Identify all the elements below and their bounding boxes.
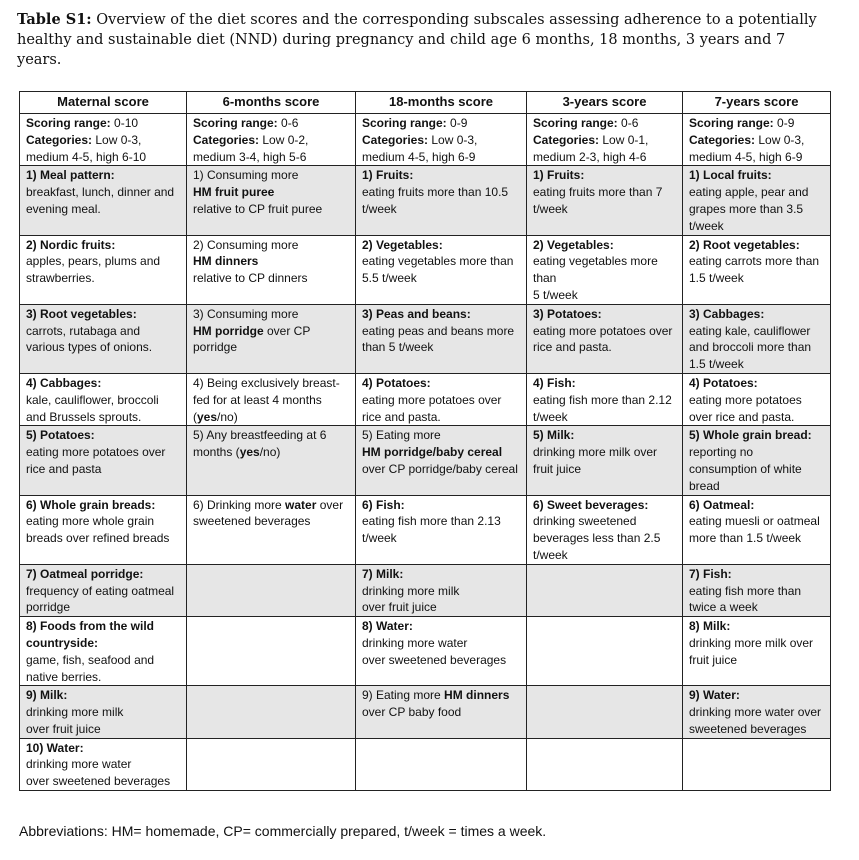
diet-scores-table — [19, 91, 831, 791]
subscale-description: eating fruits more than 7 t/week — [533, 185, 663, 216]
categories-value: Low 0-3, medium 4-5, high 6-10 — [26, 132, 147, 164]
subscale-row-8 — [20, 617, 831, 686]
subscale-cell — [20, 166, 187, 235]
subscale-cell — [527, 166, 683, 235]
subscale-title: 2) Consuming more — [193, 237, 299, 252]
subscale-title: 2) Root vegetables: — [689, 237, 800, 252]
subscale-cell — [187, 495, 356, 564]
subscale-cell — [683, 686, 831, 738]
subscale-title: 1) Consuming more — [193, 168, 299, 183]
subscale-description: eating fruits more than 10.5 t/week — [362, 185, 509, 216]
subscale-row-2 — [20, 235, 831, 304]
header-7-years-score: 7-years score — [683, 92, 831, 114]
subscale-title: 3) Peas and beans: — [362, 306, 471, 321]
subscale-description: frequency of eating oatmeal porridge — [26, 583, 175, 615]
subscale-description: eating vegetables more than — [533, 254, 658, 286]
subscale-cell — [356, 373, 527, 425]
subscale-cell — [20, 495, 187, 564]
subscale-row-10 — [20, 738, 831, 790]
range-label: Scoring range: — [26, 116, 111, 130]
subscale-cell — [527, 304, 683, 373]
subscale-title: 3) Cabbages: — [689, 306, 765, 321]
subscale-cell — [683, 617, 831, 686]
subscale-description: eating more potatoes over rice and pasta. — [689, 392, 802, 424]
subscale-cell — [356, 686, 527, 738]
subscale-description: eating fish more than 2.13 t/week — [362, 514, 501, 546]
subscale-description: drinking sweetened beverages less than 2.5 t/week — [533, 514, 661, 562]
subscale-emphasis: HM porridge — [193, 323, 264, 338]
subscale-description: carrots, rutabaga and various types of onions. — [26, 323, 153, 355]
categories-label: Categories: — [533, 132, 600, 147]
subscale-cell — [20, 426, 187, 495]
subscale-description: drinking more milk — [362, 583, 460, 598]
empty-cell — [527, 738, 683, 790]
subscale-description: eating more potatoes over rice and pasta. — [362, 392, 502, 424]
subscale-row-9 — [20, 686, 831, 738]
subscale-row-3 — [20, 304, 831, 373]
subscale-row-4 — [20, 373, 831, 425]
subscale-title: 7) Oatmeal porridge: — [26, 566, 144, 581]
subscale-emphasis: HM dinners — [193, 254, 259, 269]
subscale-title: 1) Fruits: — [533, 168, 585, 183]
subscale-title: 6) Drinking more — [193, 497, 286, 512]
empty-cell — [356, 738, 527, 790]
subscale-title: 4) Potatoes: — [362, 375, 431, 390]
range-value: 0-6 — [277, 116, 299, 130]
subscale-cell — [187, 166, 356, 235]
subscale-title: 9) Water: — [689, 688, 740, 703]
subscale-description: eating fish more than 2.12 t/week — [533, 392, 672, 424]
subscale-title: 6) Fish: — [362, 497, 405, 512]
subscale-title: 5) Eating more — [362, 428, 441, 443]
subscale-description: drinking more water — [362, 635, 468, 650]
subscale-description: /no) — [217, 409, 238, 424]
subscale-description: relative to CP dinners — [193, 271, 308, 286]
subscale-cell — [527, 235, 683, 304]
subscale-cell — [356, 304, 527, 373]
empty-cell — [527, 686, 683, 738]
subscale-cell — [527, 495, 683, 564]
empty-cell — [683, 738, 831, 790]
categories-value: Low 0-2, medium 3-4, high 5-6 — [193, 132, 309, 164]
subscale-description: over sweetened beverages — [193, 497, 344, 529]
header-row — [20, 92, 831, 114]
range-value: 0-9 — [773, 116, 795, 130]
subscale-cell — [356, 235, 527, 304]
range-cell-6-months — [187, 114, 356, 166]
range-label: Scoring range: — [362, 116, 447, 130]
subscale-cell — [683, 564, 831, 616]
empty-cell — [187, 564, 356, 616]
subscale-title: 8) Foods from the wild countryside: — [26, 619, 154, 650]
subscale-title: 10) Water: — [26, 740, 84, 755]
categories-label: Categories: — [689, 132, 756, 147]
subscale-description: 5.5 t/week — [362, 271, 417, 286]
subscale-description: breakfast, lunch, dinner and evening meal. — [26, 185, 175, 216]
subscale-title: 2) Vegetables: — [362, 237, 443, 252]
subscale-cell — [20, 373, 187, 425]
header-maternal-score: Maternal score — [20, 92, 187, 114]
subscale-title: 8) Milk: — [689, 619, 731, 634]
subscale-description: 5 t/week — [533, 287, 578, 302]
subscale-title: 2) Nordic fruits: — [26, 237, 116, 252]
range-value: 0-10 — [110, 116, 139, 130]
subscale-description: eating kale, cauliflower and broccoli more than 1.5 t/week — [689, 323, 812, 372]
subscale-title: 1) Local fruits: — [689, 168, 772, 183]
subscale-emphasis: yes — [239, 445, 260, 460]
subscale-cell — [683, 373, 831, 425]
subscale-cell — [187, 235, 356, 304]
empty-cell — [187, 686, 356, 738]
table-caption — [17, 10, 817, 70]
subscale-cell — [187, 373, 356, 425]
subscale-cell — [20, 304, 187, 373]
subscale-cell — [356, 166, 527, 235]
subscale-cell — [683, 166, 831, 235]
subscale-cell — [356, 426, 527, 495]
subscale-title: 5) Whole grain bread: — [689, 428, 812, 443]
subscale-description: eating muesli or oatmeal more than 1.5 t/week — [689, 514, 820, 546]
range-value: 0-6 — [617, 116, 639, 130]
subscale-title: 3) Root vegetables: — [26, 306, 137, 321]
categories-value: Low 0-3, medium 4-5, high 6-9 — [689, 132, 805, 164]
categories-value: Low 0-3, medium 4-5, high 6-9 — [362, 132, 478, 164]
subscale-cell — [527, 426, 683, 495]
subscale-title: 6) Oatmeal: — [689, 497, 755, 512]
subscale-description: game, fish, seafood and native berries. — [26, 652, 155, 684]
subscale-cell — [20, 564, 187, 616]
subscale-title: 6) Sweet beverages: — [533, 497, 649, 512]
caption-label: Table S1: — [17, 11, 92, 28]
subscale-row-6 — [20, 495, 831, 564]
categories-label: Categories: — [193, 132, 260, 147]
subscale-title: 5) Milk: — [533, 428, 575, 443]
subscale-emphasis: water — [285, 497, 317, 512]
subscale-emphasis: HM dinners — [444, 688, 510, 703]
range-cell-18-months — [356, 114, 527, 166]
subscale-title: 3) Potatoes: — [533, 306, 602, 321]
subscale-cell — [20, 235, 187, 304]
subscale-description: eating vegetables more than — [362, 254, 514, 269]
header-18-months-score: 18-months score — [356, 92, 527, 114]
subscale-description: /no) — [259, 445, 281, 460]
header-3-years-score: 3-years score — [527, 92, 683, 114]
subscale-description: over fruit juice — [26, 721, 101, 736]
subscale-title: 4) Potatoes: — [689, 375, 758, 390]
subscale-description: eating fish more than twice a week — [689, 583, 802, 615]
subscale-description: drinking more milk over fruit juice — [689, 635, 814, 667]
subscale-description: drinking more water — [26, 757, 132, 772]
subscale-row-1 — [20, 166, 831, 235]
empty-cell — [527, 564, 683, 616]
subscale-title: 4) Being exclusively breast-fed for at least 4 months ( — [193, 375, 340, 424]
subscale-description: kale, cauliflower, broccoli and Brussels sprouts. — [26, 392, 159, 424]
subscale-description: over sweetened beverages — [362, 652, 507, 667]
subscale-description: over CP porridge/baby cereal — [362, 461, 518, 476]
subscale-description: drinking more milk — [26, 705, 124, 720]
range-cell-7-years — [683, 114, 831, 166]
header-6-months-score: 6-months score — [187, 92, 356, 114]
subscale-title: 1) Meal pattern: — [26, 168, 115, 183]
subscale-row-5 — [20, 426, 831, 495]
subscale-cell — [683, 235, 831, 304]
categories-label: Categories: — [362, 132, 429, 147]
subscale-description: eating peas and beans more than 5 t/week — [362, 323, 515, 355]
subscale-description: eating more whole grain breads over refined breads — [26, 514, 170, 546]
subscale-description: apples, pears, plums and strawberries. — [26, 254, 161, 286]
range-label: Scoring range: — [533, 116, 618, 130]
subscale-title: 9) Eating more — [362, 688, 445, 703]
subscale-title: 3) Consuming more — [193, 306, 299, 321]
range-cell-3-years — [527, 114, 683, 166]
range-label: Scoring range: — [193, 116, 278, 130]
subscale-title: 5) Any breastfeeding at 6 months ( — [193, 428, 327, 460]
subscale-description: eating carrots more than 1.5 t/week — [689, 254, 820, 286]
subscale-cell — [356, 495, 527, 564]
subscale-title: 7) Fish: — [689, 566, 732, 581]
subscale-cell — [187, 304, 356, 373]
subscale-emphasis: yes — [197, 409, 218, 424]
scoring-range-row — [20, 114, 831, 166]
categories-value: Low 0-1, medium 2-3, high 4-6 — [533, 132, 649, 164]
subscale-title: 7) Milk: — [362, 566, 404, 581]
subscale-description: drinking more milk over fruit juice — [533, 445, 658, 476]
subscale-cell — [20, 686, 187, 738]
subscale-description: eating more potatoes over rice and pasta — [26, 445, 166, 476]
subscale-title: 6) Whole grain breads: — [26, 497, 156, 512]
subscale-title: 9) Milk: — [26, 688, 68, 703]
subscale-description: eating more potatoes over rice and pasta. — [533, 323, 673, 355]
subscale-cell — [20, 738, 187, 790]
subscale-cell — [683, 304, 831, 373]
subscale-description: drinking more water over sweetened beverages — [689, 705, 822, 736]
subscale-description: eating apple, pear and grapes more than 3.5 t/week — [689, 185, 809, 233]
subscale-description: reporting no consumption of white bread — [689, 445, 802, 493]
subscale-cell — [356, 564, 527, 616]
subscale-emphasis: HM fruit puree — [193, 185, 275, 200]
subscale-cell — [20, 617, 187, 686]
subscale-description: over CP porridge — [193, 323, 311, 355]
subscale-description: over CP baby food — [362, 705, 462, 720]
subscale-title: 8) Water: — [362, 619, 413, 634]
subscale-row-7 — [20, 564, 831, 616]
subscale-title: 4) Cabbages: — [26, 375, 102, 390]
subscale-emphasis: HM porridge/baby cereal — [362, 445, 503, 460]
categories-label: Categories: — [26, 132, 93, 147]
subscale-description: over sweetened beverages — [26, 774, 171, 789]
range-cell-maternal — [20, 114, 187, 166]
abbreviations-note: Abbreviations: HM= homemade, CP= commercially prepared, t/week = times a week. — [19, 823, 547, 839]
subscale-description: over fruit juice — [362, 600, 437, 615]
subscale-cell — [683, 495, 831, 564]
subscale-title: 5) Potatoes: — [26, 428, 95, 443]
empty-cell — [187, 617, 356, 686]
empty-cell — [187, 738, 356, 790]
subscale-title: 4) Fish: — [533, 375, 576, 390]
range-label: Scoring range: — [689, 116, 774, 130]
empty-cell — [527, 617, 683, 686]
subscale-description: relative to CP fruit puree — [193, 201, 323, 216]
range-value: 0-9 — [446, 116, 468, 130]
subscale-cell — [527, 373, 683, 425]
subscale-cell — [187, 426, 356, 495]
subscale-title: 1) Fruits: — [362, 168, 414, 183]
subscale-cell — [356, 617, 527, 686]
caption-text: Overview of the diet scores and the corresponding subscales assessing adherence to a potentially healthy and sustainable diet (NND) during pregnancy and child age 6 months, 18 months, 3 years and 7 years. — [17, 12, 817, 68]
subscale-title: 2) Vegetables: — [533, 237, 614, 252]
subscale-cell — [683, 426, 831, 495]
